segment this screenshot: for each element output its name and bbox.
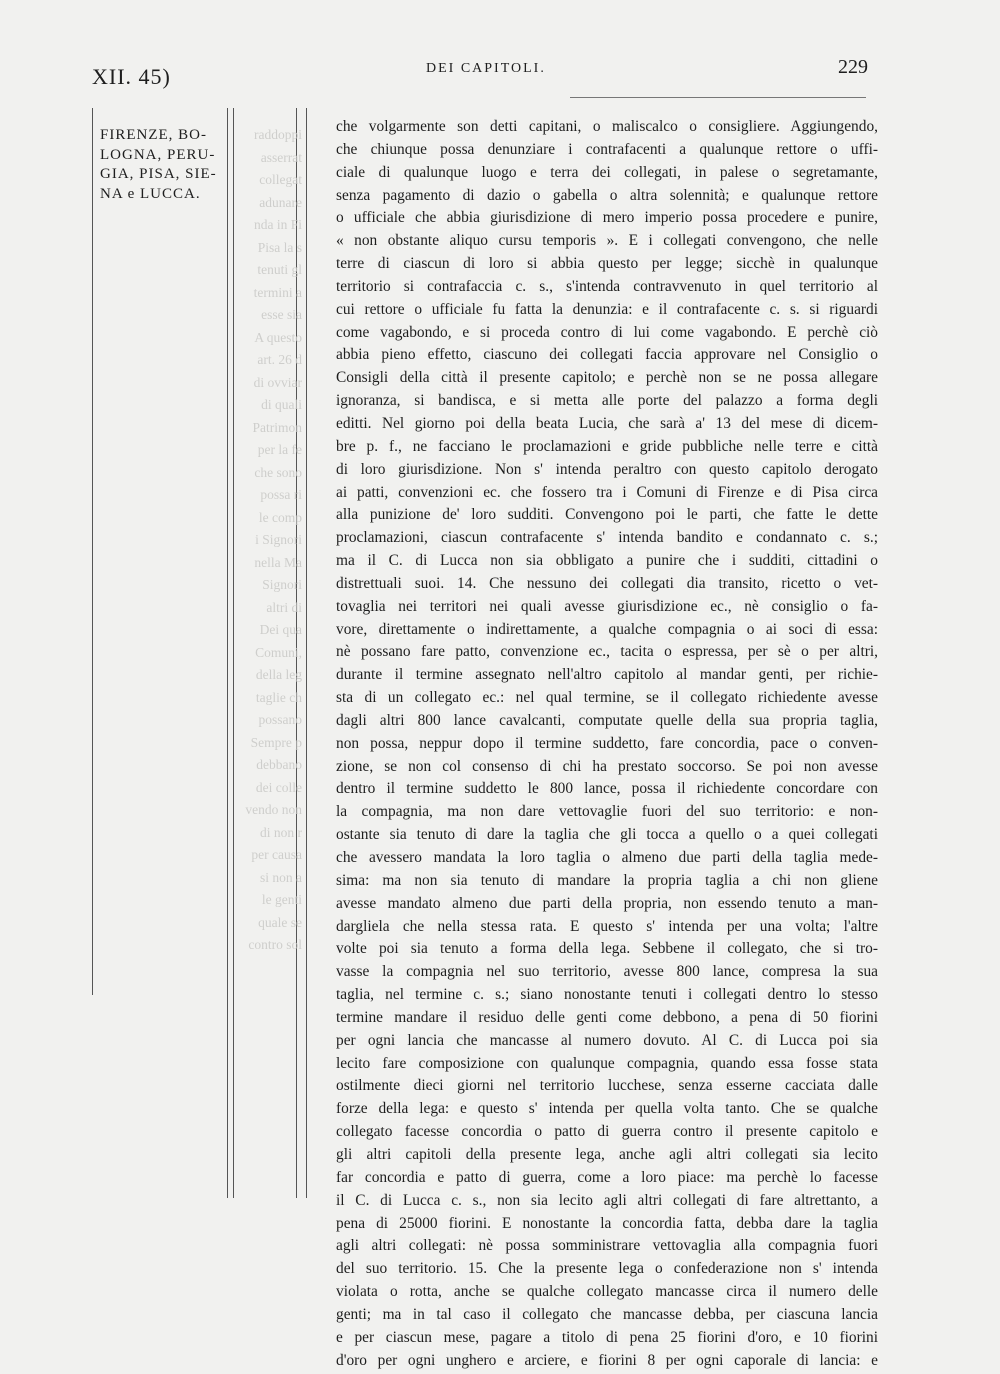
margin-note [100, 126, 224, 204]
text-line: sta di un collegato ec.: nel qual termine, se il collegato richiedente avesse [336, 689, 878, 707]
text-line: zione, se non col consenso di chi ha prestato soccorso. Se poi non avesse [336, 757, 878, 775]
text-line: terre di ciascun di loro si abbia questo per legge; sicchè in qualunque [336, 255, 878, 273]
text-line: d'oro per ogni unghero e arciere, e fiorini 8 per ogni caporale di lancia: e [336, 1351, 878, 1369]
text-line: lecito fare composizione con qualunque compagnia, quando essa fosse stata [336, 1054, 878, 1072]
text-line: taglia, nel termine c. s.; siano nonostante tenuti i collegati dentro lo stesso [336, 986, 878, 1004]
text-line: bre p. f., ne facciano le proclamazioni e gride pubbliche nelle terre e città [336, 437, 878, 455]
text-line: Consigli della città il presente capitolo; e perchè non se ne possa allegare [336, 369, 878, 387]
text-line: di loro giurisdizione. Non s' intenda peraltro con questo capitolo derogato [336, 460, 878, 478]
page-number: 229 [838, 56, 868, 78]
text-line: ignoranza, si bandisca, e si metta alle porte del palazzo a forma degli [336, 392, 878, 410]
bleed-through-texture: raddoppi asserrat collegat adunare nda in Fi Pisa la s tenuti gl termini a esse sia A questo art. 26 d di ovviar di quali Patrimon per la fe che sono possa ri le comp i Signori nella Ma Signori altri di Dei qua Comuni, della leg taglie ch possano Sempre p debbano dei colle vendo non di non r per causa si non a le genti quale se contro sol [245, 127, 302, 952]
text-line: far concordia e patto di guerra, come a loro piace: ma perchè lo facesse [336, 1168, 878, 1186]
text-line: vasse la compagnia nel suo territorio, avesse 800 lance, compresa la sua [336, 963, 878, 981]
running-title: DEI CAPITOLI. [426, 61, 546, 76]
section-reference: XII. 45) [92, 64, 171, 89]
text-line: sima: ma non sia tenuto di mandare la propria taglia a chi non gliene [336, 871, 878, 889]
margin-note-line: GIA, PISA, SIE- [100, 166, 217, 182]
text-line: abbia pieno effetto, ciascuno dei collegati faccia approvare nel Consiglio o [336, 346, 878, 364]
margin-note-line: NA e LUCCA. [100, 185, 201, 202]
text-line: avesse mandato almeno due parti della propria, non essendo tenuto a man- [336, 894, 878, 912]
text-line: territorio si contrafaccia c. s., s'intenda contravvenuto in quel territorio al [336, 277, 878, 295]
text-line: « non obstante aliquo cursu temporis ». E i collegati convengono, che nelle [336, 232, 878, 250]
text-line: ma il C. di Lucca non sia obbligato a punire che i sudditi, cittadini o [336, 552, 878, 570]
text-line: vore, direttamente o indirettamente, a qualche compagnia o ai soci di essa: [336, 620, 878, 638]
text-line: durante il termine assegnato nell'altro capitolo al mandar genti, per richie- [336, 666, 878, 684]
text-line: ai patti, convenzioni ec. che fossero tra i Comuni di Firenze e di Pisa circa [336, 483, 878, 501]
text-line: termine mandare il residuo delle genti come debbono, a pena di 50 fiorini [336, 1008, 878, 1026]
header-rule [570, 97, 866, 98]
text-line: cui rettore o ufficiale fu fatta la denunzia: e il contrafacente c. s. si riguardi [336, 300, 878, 318]
text-line: che chiunque possa denunziare i contrafacenti a qualunque rettore o uffi- [336, 140, 878, 158]
text-line: forze della lega: e questo s' intenda per quella volta tanto. Che se qualche [336, 1100, 878, 1118]
text-line: non possa, neppur dopo il termine suddetto, fare concordia, pace o conven- [336, 734, 878, 752]
text-line: e per ciascun mese, pagare a titolo di pena 25 fiorini d'oro, e 10 fiorini [336, 1328, 878, 1346]
text-line: nè possano fare patto, convenzione ec., tacita o espressa, per sè o per altri, [336, 643, 878, 661]
text-line: dentro il termine suddetto le 800 lance, possa il richiedente concordare con [336, 780, 878, 798]
text-line: editti. Nel giorno poi della beata Lucia, che sarà a' 13 del mese di dicem- [336, 414, 878, 432]
margin-note-line: FIRENZE, BO- [100, 127, 207, 143]
text-line: ciale di qualunque luogo e terra dei collegati, in palese o segretamante, [336, 163, 878, 181]
text-line: agli altri collegati: nè possa somministrare vettovaglia alla compagnia fuori [336, 1237, 878, 1255]
text-line: che volgarmente son detti capitani, o maliscalco o consigliere. Aggiungendo, [336, 118, 878, 135]
text-line: ostante sia tenuto di dare la taglia che gli tocca a quello o a quei collegati [336, 826, 878, 844]
text-line: ostilmente dieci giorni nel territorio lucchese, senza esserne cacciata dalle [336, 1077, 878, 1095]
text-line: volte poi sia tenuto a forma della lega. Sebbene il collegato, che si tro- [336, 940, 878, 958]
text-line: proclamazioni, ciascun contrafacente s' intenda bandito e condannato c. s.; [336, 529, 878, 547]
text-line: la compagnia, ma non dare vettovaglie fuori del suo territorio: e non- [336, 803, 878, 821]
margin-note-line: LOGNA, PERU- [100, 146, 216, 163]
text-line: dagli altri 800 lance cavalcanti, computate quelle della sua propria taglia, [336, 711, 878, 729]
text-line: come vagabondo, e si proceda contro di lui come vagabondo. E perchè ciò [336, 323, 878, 341]
text-line: pena di 25000 fiorini. E nonostante la concordia fatta, debba dare la taglia [336, 1214, 878, 1232]
main-text-column [336, 116, 878, 1372]
text-line: dargliela che nella stessa rata. E questo s' intenda per una volta; l'altre [336, 917, 878, 935]
left-margin-rule [92, 108, 93, 995]
text-line: che avessero mandata la loro taglia o almeno due parti della taglia mede- [336, 849, 878, 866]
text-line: distrettuali suoi. 14. Che nessuno dei collegati dia transito, ricetto o vet- [336, 574, 878, 592]
text-line: alla punizione de' loro sudditi. Convengono poi le parti, che fatte le dette [336, 506, 878, 524]
body-column-rule-2 [306, 108, 307, 1198]
text-line: del suo territorio. 15. Che la presente lega o confederazione non s' intenda [336, 1260, 878, 1278]
text-line: collegato facesse concordia o patto di guerra contro il presente capitolo e [336, 1123, 878, 1141]
text-line: o ufficiale che abbia giurisdizione di mero imperio possa procedere e punire, [336, 209, 878, 227]
text-line: il C. di Lucca c. s., non sia lecito agli altri collegati di fare altrettanto, a [336, 1191, 878, 1209]
text-line: genti; ma in tal caso il collegato che mancasse debba, per ciascuna lancia [336, 1305, 878, 1323]
text-line: senza pagamento di dazio o gabella o altra solennità; e qualunque rettore [336, 186, 878, 204]
text-line: tovaglia nei territori nei quali avesse giurisdizione ec., nè consiglio o fa- [336, 597, 878, 615]
text-line: per ogni lancia che mancasse al numero dovuto. Al C. di Lucca poi sia [336, 1031, 878, 1049]
text-line: violata o rotta, anche se qualche collegato mancasse circa il numero delle [336, 1283, 878, 1301]
text-line: gli altri capitoli della presente lega, anche agli altri collegati sia lecito [336, 1145, 878, 1163]
